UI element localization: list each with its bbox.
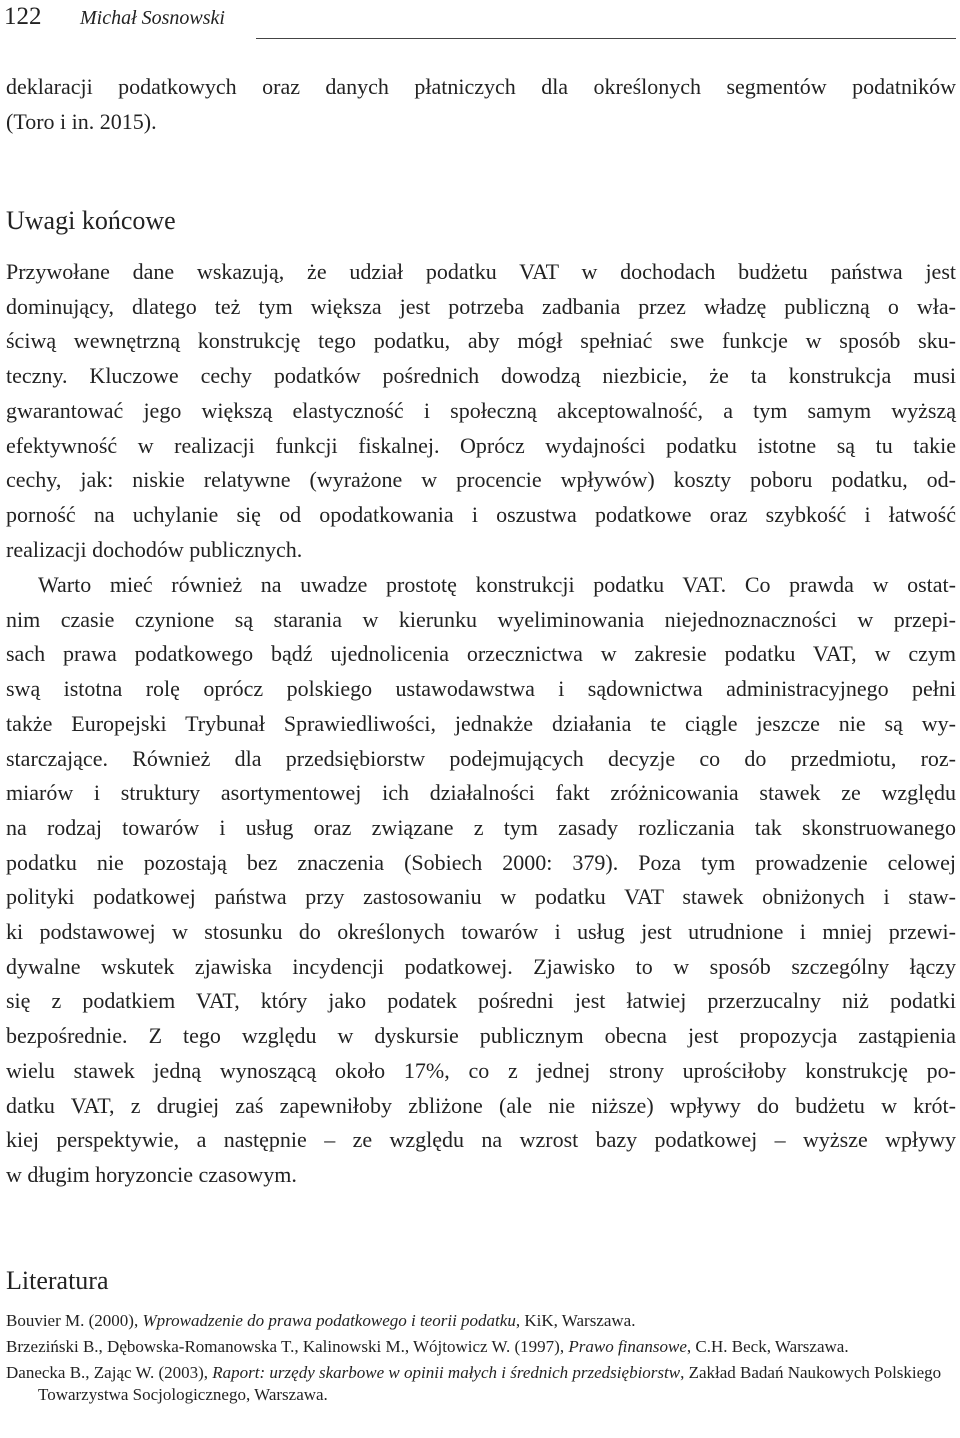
text-line: dominujący, dlatego też tym większa jest potrzeba zadbania przez władzę publiczną o wła-: [6, 293, 956, 319]
section-heading: Uwagi końcowe: [6, 206, 176, 235]
text-line: polityki podatkowej państwa przy zastosowaniu w podatku VAT stawek obniżonych i staw-: [6, 884, 956, 910]
reference-authors: Brzeziński B., Dębowska-Romanowska T., Kalinowski M., Wójtowicz W. (1997),: [6, 1337, 569, 1356]
text-line: w długim horyzoncie czasowym.: [6, 1161, 297, 1187]
literature-heading: Literatura: [6, 1266, 109, 1295]
text-line: deklaracji podatkowych oraz danych płatniczych dla określonych segmentów podatników: [6, 74, 956, 99]
text-line: na rodzaj towarów i usług oraz związane z tym zasady rozliczania tak skonstruowanego: [6, 814, 956, 840]
reference-item: [6, 1310, 956, 1332]
text-line: datku VAT, z drugiej zaś zapewniłoby zbliżone (ale nie niższe) wpływy do budżetu w krót-: [6, 1092, 956, 1118]
reference-publisher: , KiK, Warszawa.: [515, 1311, 636, 1330]
text-line: porność na uchylanie się od opodatkowania i oszustwa podatkowe oraz szybkość i łatwość: [6, 501, 956, 527]
text-line: Przywołane dane wskazują, że udział podatku VAT w dochodach budżetu państwa jest: [6, 259, 956, 284]
text-line: efektywność w realizacji funkcji fiskalnej. Oprócz wydajności podatku istotne są tu takie: [6, 432, 956, 458]
reference-title: Prawo finansowe: [568, 1337, 687, 1356]
text-line: Warto mieć również na uwadze prostotę konstrukcji podatku VAT. Co prawda w ostat-: [38, 572, 956, 597]
running-header: [4, 2, 956, 42]
reference-title: Raport: urzędy skarbowe w opinii małych i średnich przedsiębiorstw: [212, 1363, 681, 1382]
text-line: sach prawa podatkowego bądź ujednolicenia orzecznictwa w zakresie podatku VAT, w czym: [6, 641, 956, 667]
text-line: dywalne wskutek zjawiska incydencji podatkowej. Zjawisko to w sposób szczególny łączy: [6, 953, 956, 979]
text-line: podatku nie pozostają bez znaczenia (Sobiech 2000: 379). Poza tym prowadzenie celowej: [6, 849, 956, 875]
text-line: ściwą wewnętrzną konstrukcję tego podatku, aby mógł spełniać swe funkcje w sposób sku-: [6, 328, 956, 354]
text-line: ki podstawowej w stosunku do określonych towarów i usług jest utrudnione i mniej przewi-: [6, 919, 956, 945]
text-line: nim czasie czynione są starania w kierunku wyeliminowania niejednoznaczności w przepi-: [6, 606, 956, 632]
reference-item: [6, 1336, 956, 1358]
text-line: także Europejski Trybunał Sprawiedliwości, jednakże działania te ciągle jeszcze nie są wy-: [6, 710, 956, 736]
text-line: gwarantować jego większą elastyczność i społeczną akceptowalność, a tym samym wyższą: [6, 397, 956, 423]
text-line: starczające. Również dla przedsiębiorstw podejmujących decyzje co do przedmiotu, roz-: [6, 745, 956, 771]
text-line: realizacji dochodów publicznych.: [6, 536, 303, 562]
text-line: bezpośrednie. Z tego względu w dyskursie publicznym obecna jest propozycja zastąpienia: [6, 1023, 956, 1049]
text-line: cechy, jak: niskie relatywne (wyrażone w procencie wpływów) koszty poboru podatku, od-: [6, 467, 956, 493]
paragraph-2: [6, 568, 956, 1193]
text-line: wielu stawek jedną wynoszącą około 17%, co z jednej strony uprościłoby konstrukcję po-: [6, 1057, 956, 1083]
reference-title: Wprowadzenie do prawa podatkowego i teorii podatku: [142, 1311, 516, 1330]
text-line: kiej perspektywie, a następnie – ze względu na wzrost bazy podatkowej – wyższe wpływy: [6, 1127, 956, 1153]
reference-publisher: , C.H. Beck, Warszawa.: [686, 1337, 849, 1356]
reference-item: [6, 1362, 956, 1406]
text-line: (Toro i in. 2015).: [6, 108, 157, 134]
text-line: swą istotna rolę oprócz polskiego ustawodawstwa i sądownictwa administracyjnego pełni: [6, 676, 956, 702]
page-number: 122: [4, 3, 42, 30]
header-rule: [256, 38, 956, 39]
reference-authors: Danecka B., Zając W. (2003),: [6, 1363, 213, 1382]
text-line: miarów i struktury asortymentowej ich działalności fakt zróżnicowania stawek ze względu: [6, 780, 956, 806]
running-author: Michał Sosnowski: [80, 7, 225, 29]
text-line: się z podatkiem VAT, który jako podatek pośredni jest łatwiej przerzucalny niż podatki: [6, 988, 956, 1014]
intro-paragraph: [6, 70, 956, 139]
reference-publisher: , Zakład Badań Naukowych Polskiego Towarzystwa Socjologicznego, Warszawa.: [38, 1363, 942, 1404]
reference-list: [6, 1310, 956, 1410]
reference-authors: Bouvier M. (2000),: [6, 1311, 143, 1330]
paragraph-1: [6, 255, 956, 567]
text-line: teczny. Kluczowe cechy podatków pośrednich dowodzą niezbicie, że ta konstrukcja musi: [6, 363, 956, 389]
